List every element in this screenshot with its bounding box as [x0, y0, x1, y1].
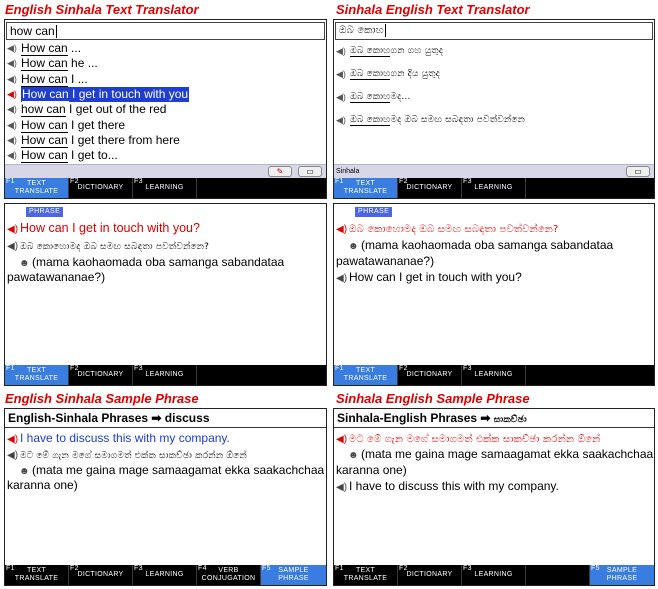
match-prefix: ඔබ කොහ: [350, 46, 391, 56]
function-key-bar: [334, 178, 654, 198]
fkey-number: F3: [134, 178, 143, 185]
romanization-line-2: [7, 270, 105, 285]
speaker-icon[interactable]: ◀): [336, 482, 348, 493]
speaker-icon[interactable]: ◀): [7, 224, 19, 235]
fkey-number: F1: [335, 178, 344, 185]
function-key-bar: [334, 365, 654, 385]
fkey-label: LEARNING: [474, 371, 513, 378]
speaker-icon[interactable]: ◀): [336, 273, 348, 284]
heading-target: discuss: [164, 411, 210, 425]
suggestion-item[interactable]: [336, 44, 443, 59]
fkey-dictionary[interactable]: [398, 565, 462, 585]
fkey-number: F2: [399, 178, 408, 185]
suggestion-text: [21, 72, 88, 87]
suggestion-text: [350, 44, 443, 59]
function-key-bar: [5, 365, 326, 385]
match-prefix: ඔබ කොහ: [350, 92, 391, 102]
suggestion-text: [21, 118, 125, 133]
text-caret: [56, 25, 57, 38]
suggestion-item[interactable]: [7, 41, 81, 56]
fkey-number: F2: [70, 365, 79, 372]
heading-target: සාකච්ඡා: [493, 415, 527, 425]
romanization-text: karanna one): [336, 463, 407, 477]
romanization-line-2: [336, 463, 407, 478]
romanization-line-2: [336, 254, 434, 269]
fkey-number: F3: [463, 565, 472, 572]
fkey-sample-phrase[interactable]: [261, 565, 326, 585]
fkey-label: DICTIONARY: [77, 371, 124, 378]
fkey-label: DICTIONARY: [406, 571, 453, 578]
panel-sinhala-english-translator: [333, 19, 655, 199]
fkey-label: TRANSLATE: [14, 375, 59, 382]
fkey-label: DICTIONARY: [406, 184, 453, 191]
source-phrase-line: [336, 221, 559, 237]
phrase-heading: [334, 409, 654, 428]
match-prefix: How can: [21, 71, 68, 86]
fkey-number: F2: [70, 565, 79, 572]
arrow-right-icon: ➡: [151, 411, 162, 425]
fkey-label: VERB: [218, 567, 239, 574]
fkey-label: TEXT: [355, 367, 376, 374]
match-prefix: How can: [21, 56, 68, 71]
fkey-label: DICTIONARY: [406, 371, 453, 378]
fkey-number: F5: [262, 565, 271, 572]
translation-line: [336, 479, 559, 495]
fkey-learning[interactable]: [462, 565, 526, 585]
match-suffix: I get to...: [67, 148, 118, 163]
function-key-bar: [334, 565, 654, 585]
romanization-text: karanna one): [7, 478, 78, 492]
source-phrase-line: [336, 431, 600, 447]
romanization-line: [19, 255, 284, 271]
fkey-learning[interactable]: [133, 565, 197, 585]
fkey-learning[interactable]: [462, 365, 526, 385]
fkey-learning[interactable]: [133, 365, 197, 385]
fkey-text-translate[interactable]: [5, 178, 69, 198]
fkey-number: F3: [463, 365, 472, 372]
romanization-line: [348, 447, 653, 463]
pronunciation-icon[interactable]: ☻: [348, 241, 359, 252]
suggestion-text: [350, 67, 440, 82]
fkey-dictionary[interactable]: [69, 365, 133, 385]
fkey-number: F2: [399, 365, 408, 372]
fkey-label: LEARNING: [474, 184, 513, 191]
speaker-icon: ◀): [7, 73, 17, 84]
fkey-text-translate[interactable]: [5, 365, 69, 385]
fkey-label: LEARNING: [145, 571, 184, 578]
fkey-label: SAMPLE: [606, 567, 638, 574]
panel-english-phrase-result: [4, 203, 327, 386]
speaker-icon[interactable]: ◀): [336, 224, 348, 235]
romanization-text: (mata me gaina mage samaagamat ekka saakachchaa: [361, 447, 654, 461]
search-input-value: how can: [10, 24, 55, 38]
fkey-dictionary[interactable]: [398, 365, 462, 385]
fkey-learning[interactable]: [133, 178, 197, 198]
speaker-icon: ◀): [7, 88, 17, 99]
panel-sinhala-english-sample-phrase: [333, 408, 655, 586]
speaker-icon[interactable]: ◀): [7, 241, 19, 252]
suggestion-item[interactable]: [7, 87, 189, 102]
fkey-label: TEXT: [355, 180, 376, 187]
match-suffix: ගන දිය යුතුද: [390, 69, 440, 79]
fkey-label: LEARNING: [474, 571, 513, 578]
status-bar: [334, 164, 654, 178]
source-phrase-line: [7, 431, 230, 447]
fkey-label: LEARNING: [145, 371, 184, 378]
fkey-number: F1: [6, 565, 15, 572]
fkey-label: PHRASE: [606, 575, 638, 582]
translation-text: ඔබ කොහොමද ඔබ සමඟ සබඳතා පවත්වන්නෙ?: [20, 242, 210, 252]
romanization-line: [19, 463, 324, 479]
suggestion-text: [21, 56, 98, 71]
fkey-number: F1: [6, 365, 15, 372]
fkey-label: DICTIONARY: [77, 184, 124, 191]
caption-sinhala-english-text-translator: Sinhala English Text Translator: [336, 2, 530, 17]
speaker-icon: ◀): [7, 58, 17, 69]
match-prefix: How can: [21, 41, 68, 55]
function-key-bar: [5, 565, 326, 585]
source-phrase: I have to discuss this with my company.: [20, 431, 230, 445]
translation-line: [7, 238, 209, 255]
eraser-icon: ✎: [276, 167, 284, 176]
suggestion-text: [350, 90, 411, 105]
caption-sinhala-english-sample-phrase: Sinhala English Sample Phrase: [336, 391, 530, 406]
romanization-text: (mama kaohaomada oba samanga sabandataa: [361, 238, 614, 252]
suggestion-text: [21, 102, 166, 117]
panel-english-sinhala-translator: [4, 19, 327, 199]
romanization-text: pawatawananae?): [7, 270, 106, 284]
fkey-label: TRANSLATE: [14, 188, 59, 195]
caption-english-sinhala-text-translator: English Sinhala Text Translator: [5, 2, 199, 17]
language-status-label: Sinhala: [336, 168, 360, 175]
match-suffix: I get there from here: [67, 132, 180, 147]
phrase-tag: PHRASE: [26, 207, 63, 217]
match-suffix: මද...: [390, 92, 411, 102]
match-prefix: ඔබ කොහ: [350, 69, 391, 79]
function-key-bar: [5, 178, 326, 198]
fkey-label: TEXT: [355, 567, 376, 574]
romanization-text: (mata me gaina mage samaagamat ekka saakachchaa: [32, 463, 325, 477]
suggestion-text: [21, 133, 180, 148]
fkey-text-translate[interactable]: [334, 178, 398, 198]
fkey-label: DICTIONARY: [77, 571, 124, 578]
fkey-label: TEXT: [26, 180, 47, 187]
fkey-number: F2: [70, 178, 79, 185]
match-prefix: ඔබ කොහ: [350, 115, 391, 125]
fkey-dictionary[interactable]: [398, 178, 462, 198]
fkey-empty: [526, 565, 590, 585]
match-suffix: මද ඔබ සමඟ සබඳතා පවත්වන්නෙ: [390, 115, 526, 125]
pronunciation-icon[interactable]: ☻: [348, 450, 359, 461]
keyboard-button[interactable]: [298, 166, 322, 177]
speaker-icon: ◀): [7, 43, 17, 53]
speaker-icon: ◀): [336, 46, 346, 56]
suggestion-text: [21, 87, 189, 102]
match-suffix: I get there: [67, 117, 126, 132]
speaker-icon: ◀): [7, 104, 17, 115]
fkey-label: TEXT: [26, 367, 47, 374]
suggestion-item[interactable]: [7, 102, 166, 117]
fkey-label: TRANSLATE: [343, 575, 388, 582]
heading-text: Sinhala-English Phrases: [337, 411, 478, 425]
fkey-text-translate[interactable]: [5, 565, 69, 585]
fkey-label: CONJUGATION: [201, 575, 256, 582]
fkey-text-translate[interactable]: [334, 565, 398, 585]
romanization-line-2: [7, 478, 78, 493]
fkey-number: F3: [134, 565, 143, 572]
suggestion-item[interactable]: [7, 148, 118, 163]
source-phrase: මට මේ ගැන මගේ සමාගමත් එක්ක සාකච්ඡා කරන්න ඕනේ: [349, 434, 601, 445]
clear-button[interactable]: [268, 166, 292, 177]
suggestion-item[interactable]: [336, 113, 525, 128]
match-suffix: I get in touch with you: [68, 86, 189, 101]
match-suffix: ගන ගහ යුතුද: [390, 46, 444, 56]
fkey-label: LEARNING: [145, 184, 184, 191]
speaker-icon: ◀): [336, 92, 346, 102]
speaker-icon[interactable]: ◀): [7, 434, 19, 445]
fkey-number: F5: [591, 565, 600, 572]
fkey-label: TRANSLATE: [343, 188, 388, 195]
fkey-number: F1: [6, 178, 15, 185]
fkey-label: TEXT: [26, 567, 47, 574]
fkey-number: F4: [198, 565, 207, 572]
caption-english-sinhala-sample-phrase: English Sinhala Sample Phrase: [5, 391, 199, 406]
suggestion-item[interactable]: [7, 133, 180, 148]
romanization-line: [348, 238, 613, 254]
speaker-icon: ◀): [7, 134, 17, 145]
source-phrase: ඔබ කොහොමද ඔබ සමඟ සබඳතා පවත්වන්නෙ?: [349, 224, 559, 235]
fkey-dictionary[interactable]: [69, 565, 133, 585]
keyboard-icon: ▭: [634, 167, 642, 176]
suggestion-item[interactable]: [336, 90, 411, 105]
fkey-number: F1: [335, 365, 344, 372]
fkey-number: F2: [399, 565, 408, 572]
fkey-text-translate[interactable]: [334, 365, 398, 385]
suggestion-text: [350, 113, 525, 128]
fkey-label: SAMPLE: [278, 567, 309, 574]
match-prefix: How can: [21, 132, 68, 147]
fkey-label: TRANSLATE: [14, 575, 59, 582]
fkey-dictionary[interactable]: [69, 178, 133, 198]
fkey-sample-phrase[interactable]: [590, 565, 654, 585]
translation-text: How can I get in touch with you?: [349, 270, 522, 284]
speaker-icon: ◀): [336, 115, 346, 125]
fkey-label: PHRASE: [278, 575, 309, 582]
match-prefix: How can: [22, 86, 69, 101]
search-input[interactable]: [6, 22, 325, 40]
suggestion-text: [21, 41, 81, 56]
suggestion-item[interactable]: [7, 56, 98, 71]
search-input[interactable]: [335, 22, 653, 40]
match-prefix: how can: [21, 102, 66, 117]
match-suffix: ...: [67, 41, 82, 55]
keyboard-button[interactable]: [626, 166, 650, 177]
match-prefix: How can: [21, 148, 68, 163]
phrase-tag: PHRASE: [355, 207, 392, 217]
speaker-icon[interactable]: ◀): [336, 434, 348, 445]
status-bar: [5, 164, 326, 178]
translation-line: [336, 270, 522, 286]
romanization-text: pawatawananae?): [336, 254, 435, 268]
translation-text: මට මේ ගැන මගේ සමාගමත් එක්ක සාකච්ඡා කරන්න ඕනේ: [20, 451, 247, 461]
fkey-label: TRANSLATE: [343, 375, 388, 382]
fkey-verb-conjugation[interactable]: [197, 565, 261, 585]
fkey-learning[interactable]: [462, 178, 526, 198]
source-phrase-line: [7, 221, 200, 237]
heading-text: English-Sinhala Phrases: [8, 411, 149, 425]
text-caret: [385, 24, 386, 37]
match-suffix: I ...: [67, 71, 88, 86]
fkey-number: F1: [335, 565, 344, 572]
translation-text: I have to discuss this with my company.: [349, 479, 559, 493]
suggestion-item[interactable]: [7, 72, 88, 87]
suggestion-item[interactable]: [336, 67, 440, 82]
suggestion-item[interactable]: [7, 118, 125, 133]
match-suffix: he ...: [67, 56, 98, 71]
panel-sinhala-phrase-result: [333, 203, 655, 386]
speaker-icon: ◀): [336, 69, 346, 79]
keyboard-icon: ▭: [306, 167, 314, 176]
speaker-icon: ◀): [7, 119, 17, 130]
fkey-number: F3: [134, 365, 143, 372]
translation-line: [7, 447, 247, 464]
suggestion-text: [21, 148, 118, 163]
panel-english-sinhala-sample-phrase: [4, 408, 327, 586]
pronunciation-icon[interactable]: ☻: [19, 258, 30, 269]
romanization-text: (mama kaohaomada oba samanga sabandataa: [32, 255, 285, 269]
phrase-heading: [5, 409, 326, 428]
arrow-right-icon: ➡: [480, 411, 491, 425]
speaker-icon[interactable]: ◀): [7, 450, 19, 461]
fkey-number: F3: [463, 178, 472, 185]
search-input-value: ඔබ කොහ: [339, 25, 384, 36]
pronunciation-icon[interactable]: ☻: [19, 466, 30, 477]
match-prefix: How can: [21, 117, 68, 132]
match-suffix: I get out of the red: [65, 102, 167, 117]
source-phrase: How can I get in touch with you?: [20, 221, 200, 235]
speaker-icon: ◀): [7, 150, 17, 161]
